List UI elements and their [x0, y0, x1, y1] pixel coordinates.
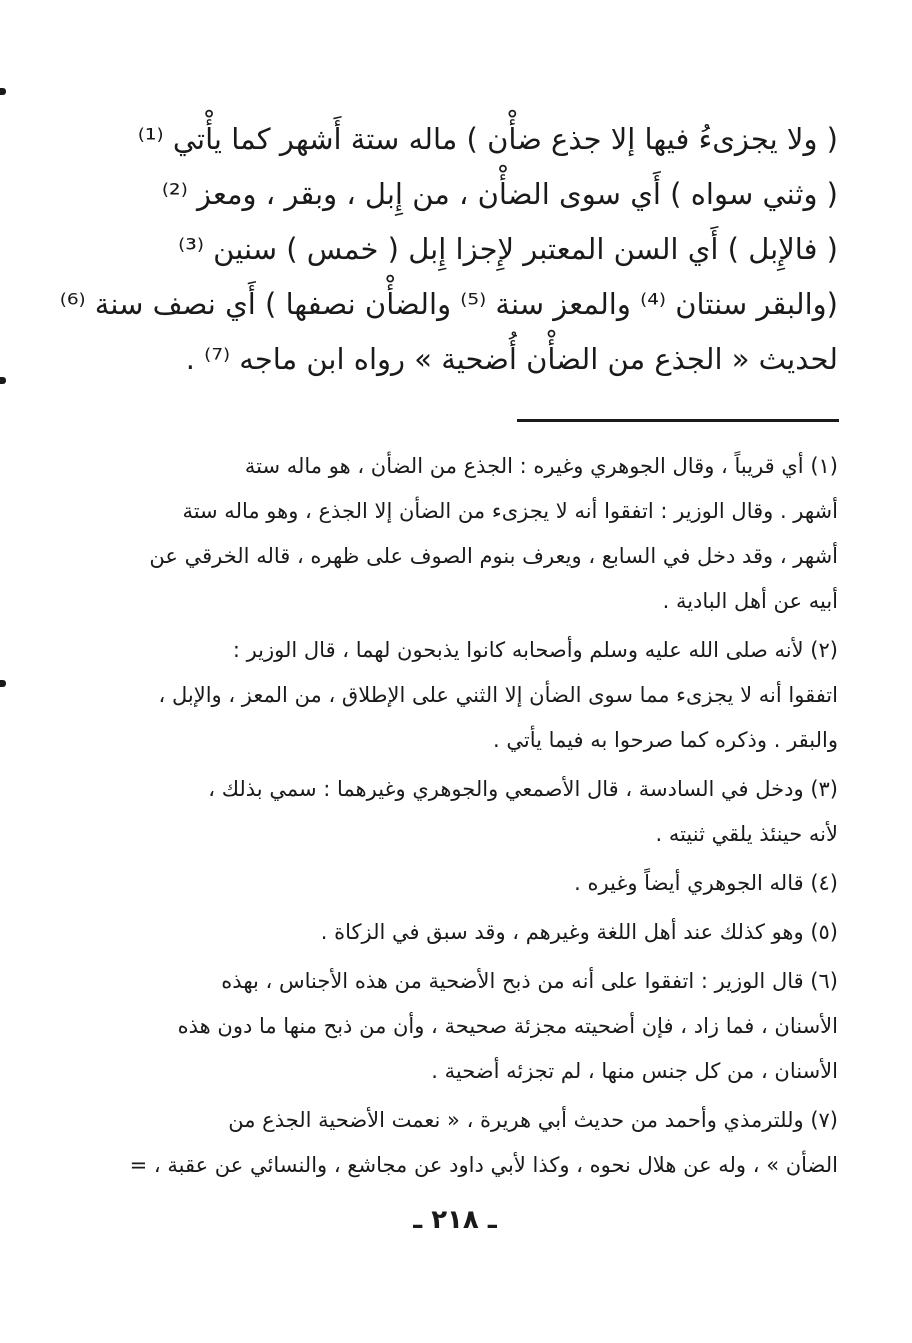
- main-text-block: [59, 112, 838, 387]
- footnote-line: الأسنان ، فما زاد ، فإن أضحيته مجزئة صحيحة ، وأن من ذبح منها ما دون هذه: [177, 1014, 838, 1038]
- margin-mark: [0, 377, 6, 384]
- footnote-line: والبقر . وذكره كما صرحوا به فيما يأتي .: [493, 728, 838, 752]
- footnote-line: الأسنان ، من كل جنس منها ، لم تجزئه أضحية .: [431, 1059, 838, 1083]
- footnote-line: (٤) قاله الجوهري أيضاً وغيره .: [574, 871, 838, 895]
- footnote-line: أشهر . وقال الوزير : اتفقوا أنه لا يجزىء من الضأن إلا الجذع ، وهو ماله ستة: [182, 499, 838, 523]
- footnotes-block: [100, 444, 838, 1192]
- footnote-line: (٢) لأنه صلى الله عليه وسلم وأصحابه كانوا يذبحون لهما ، قال الوزير :: [232, 638, 838, 662]
- footnote-line: لأنه حينئذ يلقي ثنيته .: [655, 822, 838, 846]
- footnote-1: [100, 444, 838, 624]
- footnote-4: [100, 861, 838, 906]
- main-text-line: ( فالإِبل ) أَي السن المعتبر لإِجزا إِبل ( خمس ) سنين ⁽³⁾: [178, 232, 838, 266]
- footnote-6: [100, 959, 838, 1094]
- footnote-divider: [517, 419, 839, 422]
- footnote-line: الضأن » ، وله عن هلال نحوه ، وكذا لأبي داود عن مجاشع ، والنسائي عن عقبة ، =: [129, 1153, 838, 1177]
- margin-mark: [0, 680, 6, 687]
- footnote-line: أبيه عن أهل البادية .: [662, 589, 838, 613]
- footnote-line: اتفقوا أنه لا يجزىء مما سوى الضأن إلا الثني على الإطلاق ، من المعز ، والإبل ،: [158, 683, 838, 707]
- footnote-7: [100, 1098, 838, 1188]
- footnote-line: (١) أي قريباً ، وقال الجوهري وغيره : الجذع من الضأن ، هو ماله ستة: [244, 454, 838, 478]
- footnote-line: (٣) ودخل في السادسة ، قال الأصمعي والجوهري وغيرهما : سمي بذلك ،: [208, 777, 838, 801]
- footnote-line: (٧) وللترمذي وأحمد من حديث أبي هريرة ، « نعمت الأضحية الجذع من: [228, 1108, 838, 1132]
- page-number: ـ ٢١٨ ـ: [413, 1205, 497, 1235]
- main-text-line: (والبقر سنتان ⁽⁴⁾ والمعز سنة ⁽⁵⁾ والضأْن نصفها ) أَي نصف سنة ⁽⁶⁾: [59, 287, 838, 321]
- footnote-line: (٥) وهو كذلك عند أهل اللغة وغيرهم ، وقد سبق في الزكاة .: [320, 920, 838, 944]
- main-text-line: ( وثني سواه ) أَي سوى الضأْن ، من إِبل ، وبقر ، ومعز ⁽²⁾: [161, 177, 838, 211]
- footnote-2: [100, 628, 838, 763]
- footnote-line: أشهر ، وقد دخل في السابع ، ويعرف بنوم الصوف على ظهره ، قاله الخرقي عن: [149, 544, 838, 568]
- footnote-3: [100, 767, 838, 857]
- footnote-5: [100, 910, 838, 955]
- footnote-line: (٦) قال الوزير : اتفقوا على أنه من ذبح الأضحية من هذه الأجناس ، بهذه: [221, 969, 838, 993]
- margin-mark: [0, 88, 6, 95]
- main-text-line: ( ولا يجزىءُ فيها إلا جذع ضأْن ) ماله ستة أَشهر كما يأْتي ⁽¹⁾: [137, 122, 838, 156]
- main-text-line: لحديث « الجذع من الضأْن أُضحية » رواه ابن ماجه ⁽⁷⁾ .: [185, 342, 838, 376]
